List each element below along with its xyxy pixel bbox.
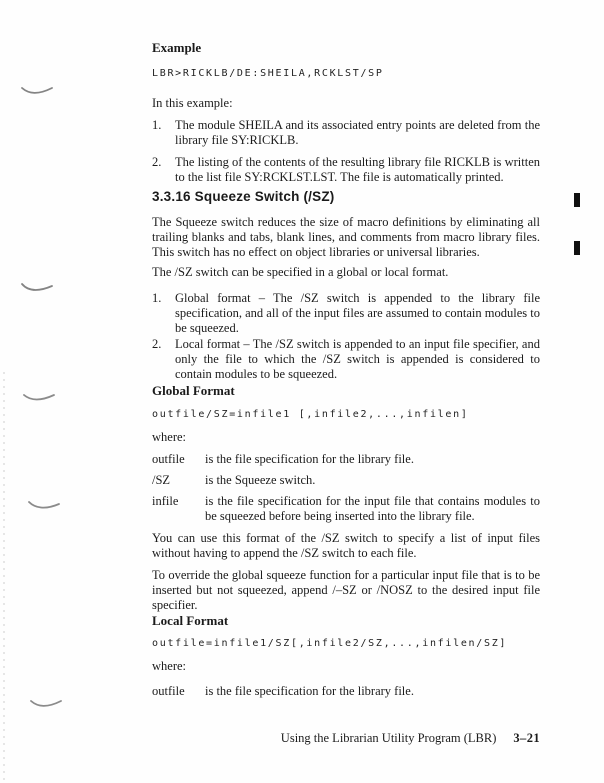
example-heading: Example (152, 40, 202, 55)
list-number: 2. (152, 337, 162, 351)
definition-row (152, 494, 540, 524)
definition-text: is the file specification for the library file. (205, 684, 414, 698)
example-list-item (152, 118, 540, 148)
local-format-heading: Local Format (152, 613, 229, 628)
margin-pen-mark (29, 696, 63, 710)
example-command-code: LBR>RICKLB/DE:SHEILA,RCKLST/SP (152, 68, 384, 79)
definition-text: is the Squeeze switch. (205, 473, 316, 487)
example-list-item (152, 155, 540, 185)
example-intro: In this example: (152, 96, 233, 110)
global-format-heading: Global Format (152, 383, 235, 398)
definition-term: /SZ (152, 473, 171, 487)
scan-edge-artifact (3, 372, 5, 783)
margin-pen-mark (27, 498, 61, 512)
local-format-code: outfile=infile1/SZ[,infile2/SZ,...,infilen/SZ] (152, 638, 508, 649)
section-paragraph: The /SZ switch can be specified in a global or local format. (152, 265, 449, 279)
definition-row (152, 684, 540, 699)
definition-term: outfile (152, 452, 185, 466)
section-paragraph: The Squeeze switch reduces the size of macro definitions by eliminating all trailing blanks and tabs, blank lines, and comments from macro library files. This switch has no effect on object libraries or universal libraries. (152, 215, 540, 259)
list-text: Global format – The /SZ switch is appended to the library file specification, and all of the input files are assumed to contain modules to be squeezed. (175, 291, 540, 335)
definition-term: outfile (152, 684, 185, 698)
list-number: 1. (152, 291, 162, 305)
global-format-paragraph: You can use this format of the /SZ switch to specify a list of input files without having to append the /SZ switch to each file. (152, 531, 540, 560)
page-number: 3–21 (513, 731, 540, 745)
definition-text: is the file specification for the library file. (205, 452, 414, 466)
list-number: 1. (152, 118, 162, 132)
where-label: where: (152, 659, 187, 673)
change-bar (574, 241, 580, 255)
list-text: Local format – The /SZ switch is appended to an input file specifier, and only the file to which the /SZ switch is appended is considered to contain modules to be squeezed. (175, 337, 540, 381)
global-format-paragraph: To override the global squeeze function for a particular input file that is to be inserted but not squeezed, append /–SZ or /NOSZ to the desired input file specifier. (152, 568, 540, 612)
where-label: where: (152, 430, 187, 444)
margin-pen-mark (20, 83, 54, 97)
margin-pen-mark (22, 390, 56, 404)
format-list-item (152, 337, 540, 382)
format-list-item (152, 291, 540, 336)
section-heading: 3.3.16 Squeeze Switch (/SZ) (152, 189, 335, 204)
change-bar (574, 193, 580, 207)
global-format-code: outfile/SZ=infile1 [,infile2,...,infilen] (152, 409, 469, 420)
margin-pen-mark (20, 280, 54, 294)
page-footer (152, 731, 540, 746)
list-text: The listing of the contents of the resulting library file RICKLB is written to the list file SY:RCKLST.LST. The file is automatically printed. (175, 155, 540, 184)
list-number: 2. (152, 155, 162, 169)
definition-text: is the file specification for the input file that contains modules to be squeezed before being inserted into the library file. (205, 494, 540, 523)
definition-row (152, 452, 540, 467)
definition-row (152, 473, 540, 488)
footer-title: Using the Librarian Utility Program (LBR) (280, 731, 497, 745)
list-text: The module SHEILA and its associated entry points are deleted from the library file SY:RICKLB. (175, 118, 540, 147)
definition-term: infile (152, 494, 179, 508)
